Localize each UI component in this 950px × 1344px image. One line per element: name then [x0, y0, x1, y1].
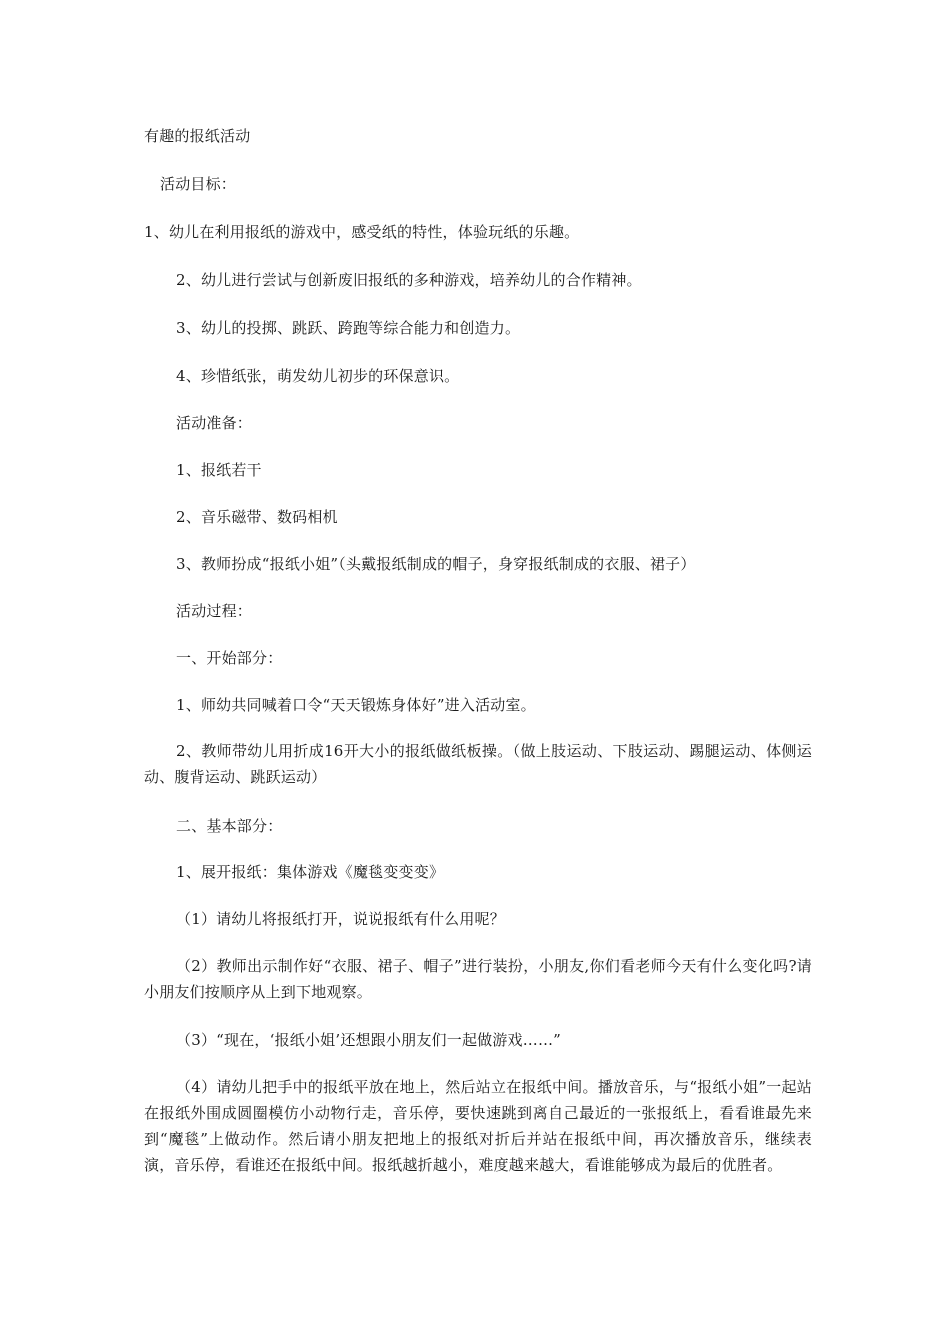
goal-item: 3、幼儿的投掷、跳跃、跨跑等综合能力和创造力。	[176, 319, 521, 337]
part2-item: （4）请幼儿把手中的报纸平放在地上，然后站立在报纸中间。播放音乐，与“报纸小姐”一起站在报纸外围成圆圈模仿小动物行走，音乐停，要快速跳到离自己最近的一张报纸上，看看谁最先来到“魔毯”上做动作。然后请小朋友把地上的报纸对折后并站在报纸中间，再次播放音乐，继续表演，音乐停，看谁还在报纸中间。报纸越折越小，难度越来越大，看谁能够成为最后的优胜者。	[144, 1078, 812, 1174]
goal-item: 2、幼儿进行尝试与创新废旧报纸的多种游戏，培养幼儿的合作精神。	[176, 271, 642, 289]
prep-item: 2、音乐磁带、数码相机	[176, 508, 338, 526]
prep-heading: 活动准备：	[176, 414, 253, 432]
document-title: 有趣的报纸活动	[144, 127, 251, 145]
part2-item: 1、展开报纸：集体游戏《魔毯变变变》	[176, 863, 445, 881]
part2-item: （1）请幼儿将报纸打开，说说报纸有什么用呢？	[176, 910, 505, 928]
part1-item: 2、教师带幼儿用折成16开大小的报纸做纸板操。（做上肢运动、下肢运动、踢腿运动、体侧运动、腹背运动、跳跃运动）	[144, 742, 812, 786]
goal-item: 4、珍惜纸张，萌发幼儿初步的环保意识。	[176, 367, 460, 385]
part2-item: （3）“现在，‘报纸小姐’还想跟小朋友们一起做游戏……”	[176, 1031, 562, 1049]
part2-heading: 二、基本部分：	[176, 817, 283, 835]
part1-item: 1、师幼共同喊着口令“天天锻炼身体好”进入活动室。	[176, 696, 536, 714]
goal-item: 1、幼儿在利用报纸的游戏中，感受纸的特性，体验玩纸的乐趣。	[144, 223, 580, 241]
prep-item: 1、报纸若干	[176, 461, 262, 479]
prep-item: 3、教师扮成“报纸小姐”（头戴报纸制成的帽子，身穿报纸制成的衣服、裙子）	[176, 555, 696, 573]
part2-item: （2）教师出示制作好“衣服、裙子、帽子”进行装扮，小朋友,你们看老师今天有什么变化吗?请小朋友们按顺序从上到下地观察。	[144, 957, 812, 1001]
process-heading: 活动过程：	[176, 602, 253, 620]
part1-heading: 一、开始部分：	[176, 649, 283, 667]
goals-heading: 活动目标：	[160, 175, 237, 193]
